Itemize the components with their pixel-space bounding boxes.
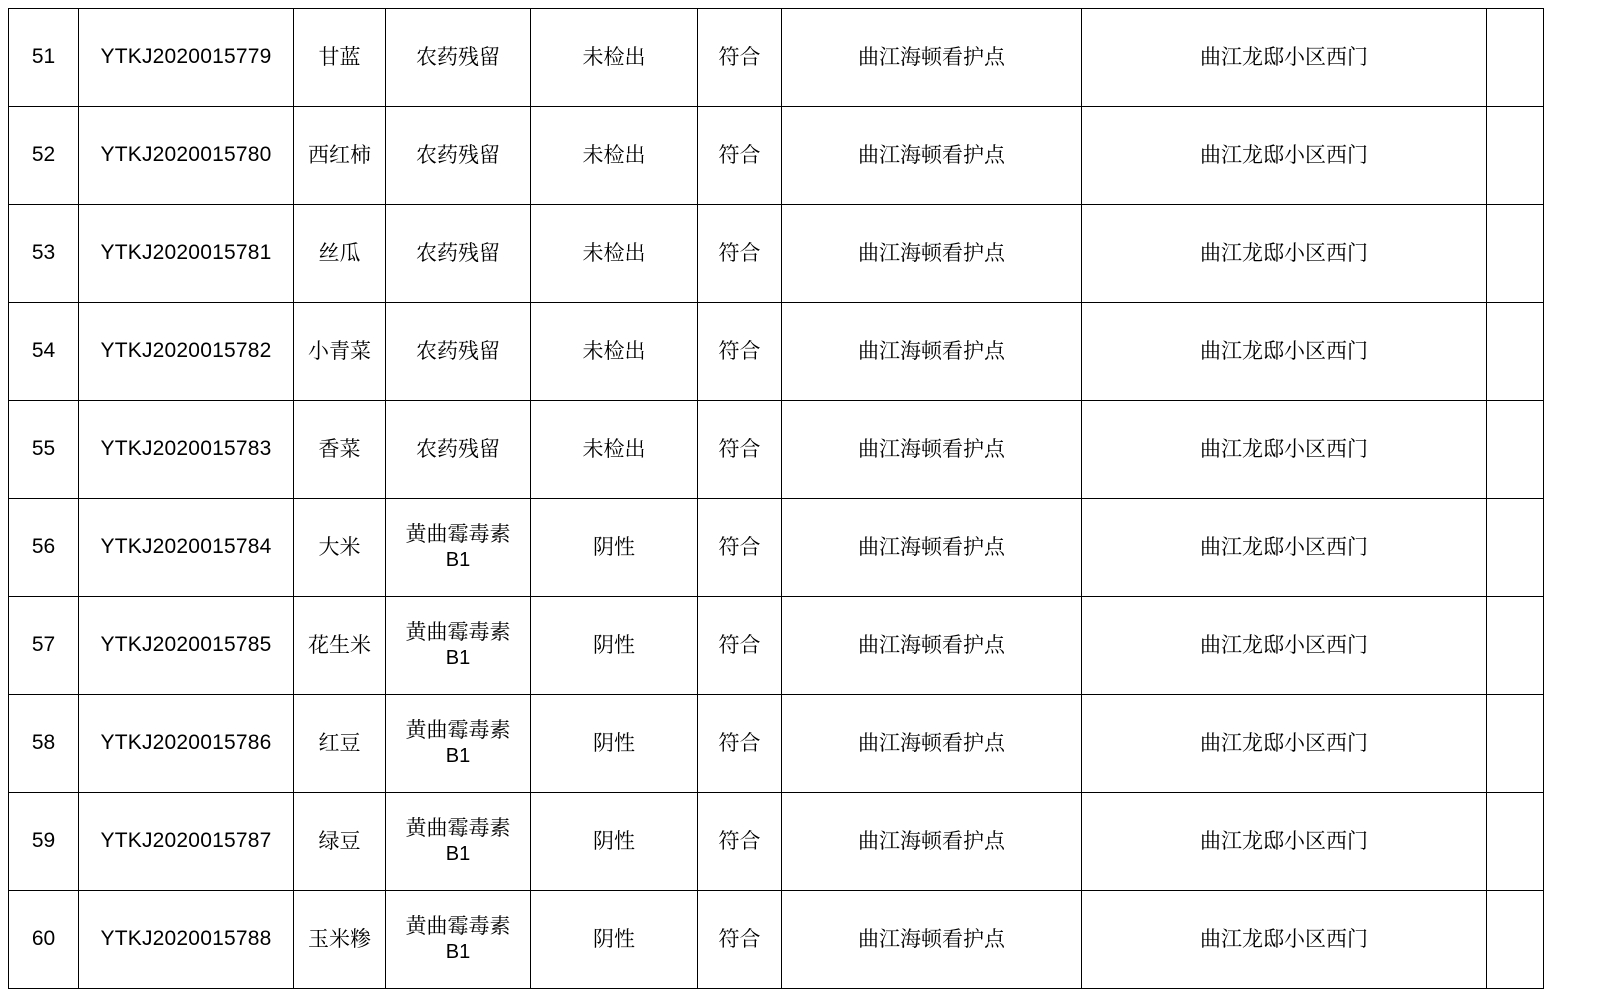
cell-index: 60 [9,891,79,989]
test-item-line1: 黄曲霉毒素 [405,816,511,841]
cell-test-result: 阴性 [531,597,698,695]
cell-conclusion: 符合 [698,205,782,303]
cell-index: 57 [9,597,79,695]
cell-index: 53 [9,205,79,303]
cell-test-result: 未检出 [531,9,698,107]
cell-sampling-address: 曲江龙邸小区西门 [1082,695,1487,793]
cell-test-item: 农药残留 [386,9,531,107]
table-row [9,9,1544,107]
test-item-line2: B1 [445,549,471,572]
test-item-line2: B1 [445,843,471,866]
cell-conclusion: 符合 [698,107,782,205]
cell-sample-name: 丝瓜 [294,205,386,303]
cell-note [1487,205,1544,303]
cell-sampling-address: 曲江龙邸小区西门 [1082,205,1487,303]
cell-sampling-address: 曲江龙邸小区西门 [1082,597,1487,695]
cell-sample-code: YTKJ2020015782 [79,303,294,401]
cell-note [1487,597,1544,695]
cell-test-item: 农药残留 [386,107,531,205]
cell-sample-name: 红豆 [294,695,386,793]
cell-sampling-address: 曲江龙邸小区西门 [1082,107,1487,205]
cell-test-result: 未检出 [531,205,698,303]
cell-conclusion: 符合 [698,891,782,989]
cell-sample-name: 西红柿 [294,107,386,205]
cell-sampling-point: 曲江海顿看护点 [782,695,1082,793]
table-body [9,9,1544,989]
cell-note [1487,695,1544,793]
cell-sampling-point: 曲江海顿看护点 [782,303,1082,401]
cell-note [1487,9,1544,107]
cell-test-result: 阴性 [531,695,698,793]
cell-test-item: 农药残留 [386,401,531,499]
cell-sampling-address: 曲江龙邸小区西门 [1082,401,1487,499]
cell-conclusion: 符合 [698,303,782,401]
cell-sampling-point: 曲江海顿看护点 [782,205,1082,303]
cell-test-item [386,793,531,891]
cell-sample-code: YTKJ2020015780 [79,107,294,205]
cell-conclusion: 符合 [698,401,782,499]
cell-sample-name: 花生米 [294,597,386,695]
cell-sampling-point: 曲江海顿看护点 [782,107,1082,205]
cell-index: 51 [9,9,79,107]
cell-sampling-point: 曲江海顿看护点 [782,9,1082,107]
test-item-line2: B1 [445,941,471,964]
cell-sample-code: YTKJ2020015784 [79,499,294,597]
cell-test-result: 阴性 [531,891,698,989]
cell-sampling-point: 曲江海顿看护点 [782,793,1082,891]
cell-sampling-address: 曲江龙邸小区西门 [1082,303,1487,401]
cell-sampling-point: 曲江海顿看护点 [782,401,1082,499]
cell-sample-code: YTKJ2020015779 [79,9,294,107]
cell-sampling-address: 曲江龙邸小区西门 [1082,793,1487,891]
cell-test-result: 阴性 [531,499,698,597]
cell-sample-name: 小青菜 [294,303,386,401]
cell-conclusion: 符合 [698,597,782,695]
test-item-line2: B1 [445,647,471,670]
cell-test-item [386,499,531,597]
cell-sampling-point: 曲江海顿看护点 [782,597,1082,695]
test-item-line1: 黄曲霉毒素 [405,718,511,743]
table-row [9,695,1544,793]
cell-index: 55 [9,401,79,499]
table-row [9,597,1544,695]
cell-sample-name: 绿豆 [294,793,386,891]
cell-sampling-address: 曲江龙邸小区西门 [1082,891,1487,989]
cell-index: 56 [9,499,79,597]
cell-note [1487,303,1544,401]
cell-test-result: 未检出 [531,107,698,205]
cell-index: 54 [9,303,79,401]
cell-index: 58 [9,695,79,793]
cell-test-item [386,695,531,793]
cell-test-result: 未检出 [531,401,698,499]
cell-sample-name: 大米 [294,499,386,597]
table-row [9,401,1544,499]
cell-sample-code: YTKJ2020015785 [79,597,294,695]
table-row [9,499,1544,597]
test-item-line1: 黄曲霉毒素 [405,620,511,645]
cell-conclusion: 符合 [698,499,782,597]
cell-sampling-point: 曲江海顿看护点 [782,891,1082,989]
cell-test-item: 农药残留 [386,303,531,401]
cell-sample-code: YTKJ2020015787 [79,793,294,891]
cell-sample-code: YTKJ2020015783 [79,401,294,499]
cell-note [1487,107,1544,205]
test-item-line1: 黄曲霉毒素 [405,914,511,939]
cell-sample-code: YTKJ2020015788 [79,891,294,989]
cell-sampling-address: 曲江龙邸小区西门 [1082,9,1487,107]
cell-conclusion: 符合 [698,793,782,891]
cell-sampling-point: 曲江海顿看护点 [782,499,1082,597]
cell-conclusion: 符合 [698,9,782,107]
cell-conclusion: 符合 [698,695,782,793]
cell-sampling-address: 曲江龙邸小区西门 [1082,499,1487,597]
table-row [9,891,1544,989]
cell-sample-name: 甘蓝 [294,9,386,107]
cell-note [1487,499,1544,597]
cell-sample-name: 玉米糁 [294,891,386,989]
cell-test-result: 未检出 [531,303,698,401]
cell-sample-code: YTKJ2020015781 [79,205,294,303]
inspection-results-table [8,8,1544,989]
cell-note [1487,891,1544,989]
test-item-line2: B1 [445,745,471,768]
table-row [9,205,1544,303]
cell-index: 59 [9,793,79,891]
cell-note [1487,793,1544,891]
test-item-line1: 黄曲霉毒素 [405,522,511,547]
cell-test-item [386,597,531,695]
cell-note [1487,401,1544,499]
cell-index: 52 [9,107,79,205]
table-row [9,107,1544,205]
cell-sample-name: 香菜 [294,401,386,499]
cell-test-item: 农药残留 [386,205,531,303]
cell-test-result: 阴性 [531,793,698,891]
table-row [9,303,1544,401]
table-row [9,793,1544,891]
cell-sample-code: YTKJ2020015786 [79,695,294,793]
cell-test-item [386,891,531,989]
